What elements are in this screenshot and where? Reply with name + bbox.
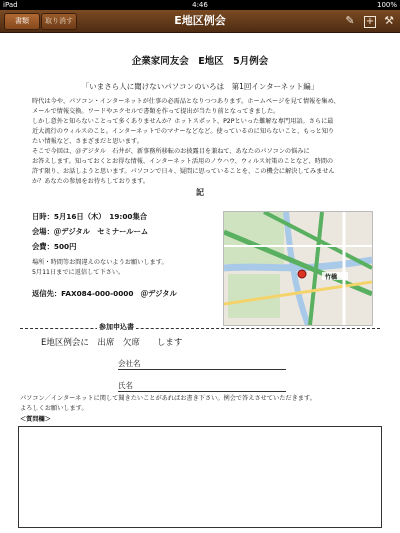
add-icon[interactable]: +: [365, 16, 375, 27]
device-label: iPad: [3, 1, 18, 9]
event-date: 日時：5月16日（木） 19:00集合: [32, 212, 148, 221]
body-paragraph-line: しかし意外と知らないことって多くありませんか？ホットスポット、P2Pといった難解な専門用語。さらに最: [32, 118, 334, 125]
map-graphic: [224, 212, 372, 325]
clock: 4:46: [192, 1, 208, 9]
cut-line-divider: [20, 328, 380, 329]
undo-button[interactable]: 取り消す: [41, 13, 77, 30]
body-paragraph-line: か？あなたの参加をお待ちしております。: [32, 178, 150, 185]
status-bar: [0, 0, 400, 10]
name-label: 氏名: [118, 381, 133, 390]
map-station-label: 竹橋: [325, 274, 338, 281]
document-title: E地区例会: [174, 14, 226, 27]
name-line[interactable]: [118, 391, 286, 392]
reply-address: 返信先：FAX084-000-0000 ＠デジタル: [32, 289, 177, 298]
venue-map[interactable]: [223, 211, 373, 326]
note-line: 場所・時間等お間違えのないようお願いします。: [32, 259, 168, 266]
body-paragraph-line: そこで今回は、＠デジタル 石井が、新事務所移転のお披露目を兼ねて、あなたのパソコンの悩みに: [32, 148, 310, 155]
body-paragraph-line: たい情報など、さまざまだと思います。: [32, 138, 143, 145]
question-box-label: ＜質問欄＞: [20, 416, 51, 423]
doc-title: 企業家同友会 E地区 5月例会: [131, 56, 269, 67]
company-name-line[interactable]: [118, 369, 286, 370]
company-name-label: 会社名: [118, 359, 141, 368]
body-paragraph-line: お答えします。知っておくとお得な情報、インターネット活用のノウハウ、ウィルス対策のことなど、時間の: [32, 158, 334, 165]
toolbar: [0, 10, 400, 33]
event-venue: 会場：＠デジタル セミナールーム: [32, 227, 149, 236]
question-instruction: パソコン／インターネットに関して聞きたいことがあればお書き下さい。例会で答えさせていただきます。: [20, 395, 316, 402]
question-box[interactable]: [18, 426, 382, 528]
event-fee: 会費：500円: [32, 242, 77, 251]
doc-subtitle: 「いまさら人に聞けないパソコンのいろは 第1回インターネット編」: [81, 82, 319, 91]
question-instruction: よろしくお願いします。: [20, 405, 88, 412]
body-paragraph-line: 許す限り、お話しようと思います。パソコンで日々、疑問に思っていることを、この機会に解決してみません: [32, 168, 335, 175]
note-line: 5月11日までに返信して下さい。: [32, 269, 125, 276]
ki-heading: 記: [196, 188, 204, 197]
body-paragraph-line: メールで情報交換。ワードやエクセルで書類を作って提出が当たり前となってきました。: [32, 108, 280, 115]
attendance-selection[interactable]: E地区例会に 出席 欠席 します: [41, 338, 183, 348]
annotate-pen-icon[interactable]: ✎: [345, 14, 355, 27]
documents-button[interactable]: 書類: [4, 13, 40, 30]
application-form-heading: 参加申込書: [99, 323, 134, 331]
wrench-settings-icon[interactable]: ⚒: [384, 14, 394, 27]
battery-indicator: 100%: [376, 1, 397, 9]
body-paragraph-line: 時代は今や、パソコン・インターネットが仕事の必需品となりつつあります。ホームページを見て情報を集め、: [32, 98, 340, 105]
body-paragraph-line: 近大流行のウィルスのこと。インターネットでのマナーなどなど。使っているのに知らないこと、もっと知り: [32, 128, 335, 135]
